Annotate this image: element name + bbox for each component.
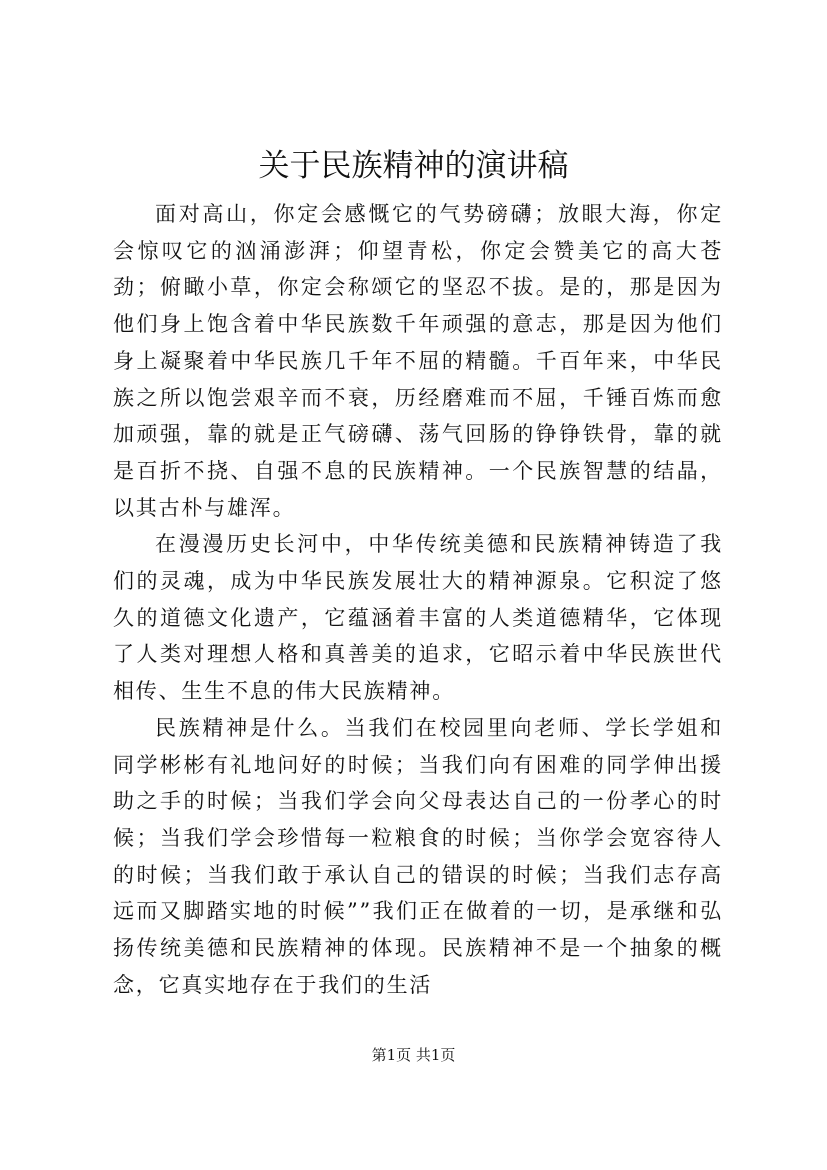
document-title: 关于民族精神的演讲稿 bbox=[258, 148, 569, 184]
document-body bbox=[113, 196, 723, 1003]
paragraph-3: 民族精神是什么。当我们在校园里向老师、学长学姐和同学彬彬有礼地问好的时候；当我们向有困难的同学伸出援助之手的时候；当我们学会向父母表达自己的一份孝心的时候；当我们学会珍惜每一粒粮食的时候；当你学会宽容待人的时候；当我们敢于承认自己的错误的时候；当我们志存高远而又脚踏实地的时候””我们正在做着的一切，是承继和弘扬传统美德和民族精神的体现。民族精神不是一个抽象的概念，它真实地存在于我们的生活 bbox=[113, 715, 723, 997]
paragraph-2: 在漫漫历史长河中，中华传统美德和民族精神铸造了我们的灵魂，成为中华民族发展壮大的精神源泉。它积淀了悠久的道德文化遗产，它蕴涵着丰富的人类道德精华，它体现了人类对理想人格和真善美的追求，它昭示着中华民族世代相传、生生不息的伟大民族精神。 bbox=[113, 532, 723, 704]
paragraph-1: 面对高山，你定会感慨它的气势磅礴；放眼大海，你定会惊叹它的汹涌澎湃；仰望青松，你定会赞美它的高大苍劲；俯瞰小草，你定会称颂它的坚忍不拔。是的，那是因为他们身上饱含着中华民族数千年顽强的意志，那是因为他们身上凝聚着中华民族几千年不屈的精髓。千百年来，中华民族之所以饱尝艰辛而不衰，历经磨难而不屈，千锤百炼而愈加顽强，靠的就是正气磅礴、荡气回肠的铮铮铁骨，靠的就是百折不挠、自强不息的民族精神。一个民族智慧的结晶，以其古朴与雄浑。 bbox=[113, 202, 723, 520]
page-footer: 第1页 共1页 bbox=[371, 1046, 456, 1064]
